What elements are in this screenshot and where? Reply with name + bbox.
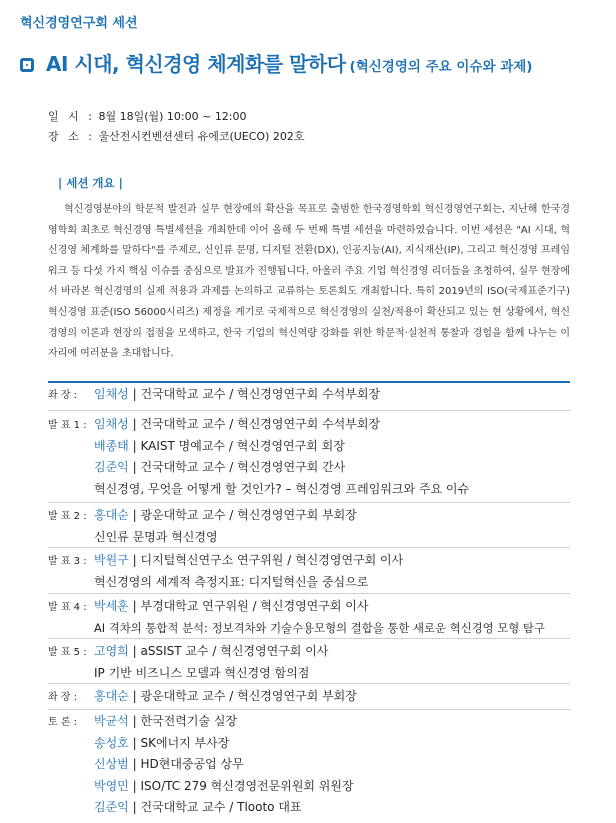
chair-name: 임채성 (94, 387, 129, 401)
separator: | (132, 553, 137, 567)
separator: | (132, 800, 137, 814)
role-label: 발 표 3 : (48, 556, 87, 567)
role-label: 발 표 5 : (48, 647, 87, 658)
date-value: 8월 18일(월) 10:00 ~ 12:00 (98, 110, 247, 123)
chair-row (48, 384, 380, 407)
date-line (48, 108, 247, 124)
presenter-affiliation: KAIST 명예교수 / 혁신경영연구회 회장 (140, 438, 345, 453)
divider (48, 638, 570, 639)
divider (48, 381, 570, 383)
chair-affiliation: 건국대학교 교수 / 혁신경영연구회 수석부회장 (140, 387, 381, 401)
role-label: 발 표 2 : (48, 511, 87, 522)
panelist-row (48, 776, 354, 798)
panelist-name: 송성호 (94, 735, 129, 750)
presenter-name: 김준익 (94, 460, 129, 474)
page-subtitle: (혁신경영의 주요 이슈와 과제) (349, 59, 533, 75)
separator: | (132, 599, 137, 613)
divider (48, 709, 570, 710)
presenter-name: 고영희 (94, 644, 129, 658)
series-label: 혁신경영연구회 세션 (20, 16, 138, 31)
overview-text: 혁신경영분야의 학문적 발전과 실무 현장에의 확산을 목표로 출범한 한국경영학회 혁신경영연구회는, 지난해 한국경영학회 최초로 혁신경영 특별세션을 개최한데 이어 올해 두 번째 특별 세션을 마련하였습니다. 이번 세션은 "AI 시대, 혁신경영 체계화를 말하다"를 주제로, 신인류 문명, 디지털 전환(DX), 인공지능(AI), 지식재산(IP), 그리고 혁신경영 프레임워크 등 다섯 가지 핵심 이슈를 중심으로 발표가 진행됩니다. 아울러 주요 기업 혁신경영 리더들을 초청하여, 실무 현장에서 바라본 혁신경영의 실제 적용과 과제를 논의하고 교류하는 토론회도 개최합니다. 특히 2019년의 ISO(국제표준기구) 혁신경영 표준(ISO 56000시리즈) 제정을 계기로 국제적으로 혁신경영의 실천/적용이 확산되고 있는 현 상황에서, 혁신경영의 이론과 현장의 접점을 모색하고, 한국 기업의 혁신역량 강화를 위한 학문적·실천적 통찰과 경험을 함께 나누는 이 자리에 여러분을 초대합니다. (48, 204, 570, 360)
title-row (20, 48, 532, 77)
panelist-row (48, 733, 229, 755)
separator: | (132, 644, 137, 658)
presentation-topic: 신인류 문명과 혁신경영 (94, 529, 218, 544)
separator: | (132, 417, 137, 431)
panelist-affiliation: 한국전력기술 실장 (140, 714, 238, 728)
presentation-topic: 혁신경영, 무엇을 어떻게 할 것인가? – 혁신경영 프레임워크와 주요 이슈 (94, 481, 470, 496)
chair-affiliation: 광운대학교 교수 / 혁신경영연구회 부회장 (140, 689, 357, 703)
separator: | (132, 460, 137, 474)
presenter-row (48, 414, 380, 437)
divider (48, 593, 570, 594)
chair-name: 홍대순 (94, 689, 129, 703)
separator: | (132, 387, 137, 401)
presenter-affiliation: 부경대학교 연구위원 / 혁신경영연구회 이사 (140, 599, 369, 613)
divider (48, 683, 570, 684)
presenter-row (48, 436, 345, 458)
role-label: 토 론 : (48, 717, 78, 728)
page-title: AI 시대, 혁신경영 체계화를 말하다 (46, 52, 346, 76)
panelist-affiliation: ISO/TC 279 혁신경영전문위원회 위원장 (140, 778, 354, 793)
panelist-name: 신상범 (94, 757, 129, 771)
presenter-name: 임채성 (94, 417, 129, 431)
presenter-name: 박원구 (94, 553, 129, 567)
divider (48, 502, 570, 503)
presentation-topic: IP 기반 비즈니스 모델과 혁신경영 함의점 (94, 665, 310, 680)
panelist-row (48, 754, 244, 776)
presenter-row (48, 457, 345, 479)
panelist-affiliation: HD현대중공업 상무 (140, 757, 244, 771)
role-label: 발 표 1 : (48, 420, 87, 431)
divider (48, 547, 570, 548)
presenter-affiliation: 디지털혁신연구소 연구위원 / 혁신경영연구회 이사 (140, 553, 404, 567)
separator: | (132, 714, 137, 728)
presenter-affiliation: 건국대학교 교수 / 혁신경영연구회 수석부회장 (140, 417, 381, 431)
separator: | (132, 778, 137, 793)
panelist-affiliation: 건국대학교 교수 / Tlooto 대표 (140, 800, 302, 814)
separator: | (132, 735, 137, 750)
presenter-affiliation: 건국대학교 교수 / 혁신경영연구회 간사 (140, 460, 346, 474)
presentation-topic: AI 격차의 통합적 분석: 정보격차와 기술수용모형의 결합을 통한 새로운 혁신경영 모형 탐구 (94, 620, 545, 635)
role-label: 좌 장 : (48, 692, 78, 703)
overview-heading: | 세션 개요 | (58, 176, 123, 190)
separator: | (132, 438, 137, 453)
presentation-topic: 혁신경영의 세계적 측정지표: 디지털혁신을 중심으로 (94, 574, 369, 589)
presenter-affiliation: 광운대학교 교수 / 혁신경영연구회 부회장 (140, 508, 357, 522)
panelist-affiliation: SK에너지 부사장 (140, 735, 230, 750)
panelist-name: 박균석 (94, 714, 129, 728)
role-label: 발 표 4 : (48, 602, 87, 613)
place-value: 울산전시컨벤션센터 유에코(UECO) 202호 (98, 130, 305, 143)
panelist-name: 박영민 (94, 778, 129, 793)
panelist-name: 김준익 (94, 800, 129, 814)
presenter-affiliation: aSSIST 교수 / 혁신경영연구회 이사 (140, 644, 329, 658)
presenter-row (48, 596, 368, 619)
separator: | (132, 689, 137, 703)
presenter-name: 배종태 (94, 438, 129, 453)
presenter-row (48, 641, 328, 664)
presenter-name: 박세훈 (94, 599, 129, 613)
date-label: 일 시 : (48, 110, 95, 123)
title-bullet-icon (20, 58, 34, 72)
divider (48, 410, 570, 411)
place-line (48, 128, 305, 144)
chair-row (48, 686, 357, 709)
presenter-row (48, 550, 403, 573)
panelist-row (48, 797, 302, 819)
panelist-row (48, 711, 237, 734)
separator: | (132, 508, 137, 522)
place-label: 장 소 : (48, 130, 95, 143)
presenter-name: 홍대순 (94, 508, 129, 522)
separator: | (132, 757, 137, 771)
presenter-row (48, 505, 357, 528)
role-label: 좌 장 : (48, 390, 78, 401)
